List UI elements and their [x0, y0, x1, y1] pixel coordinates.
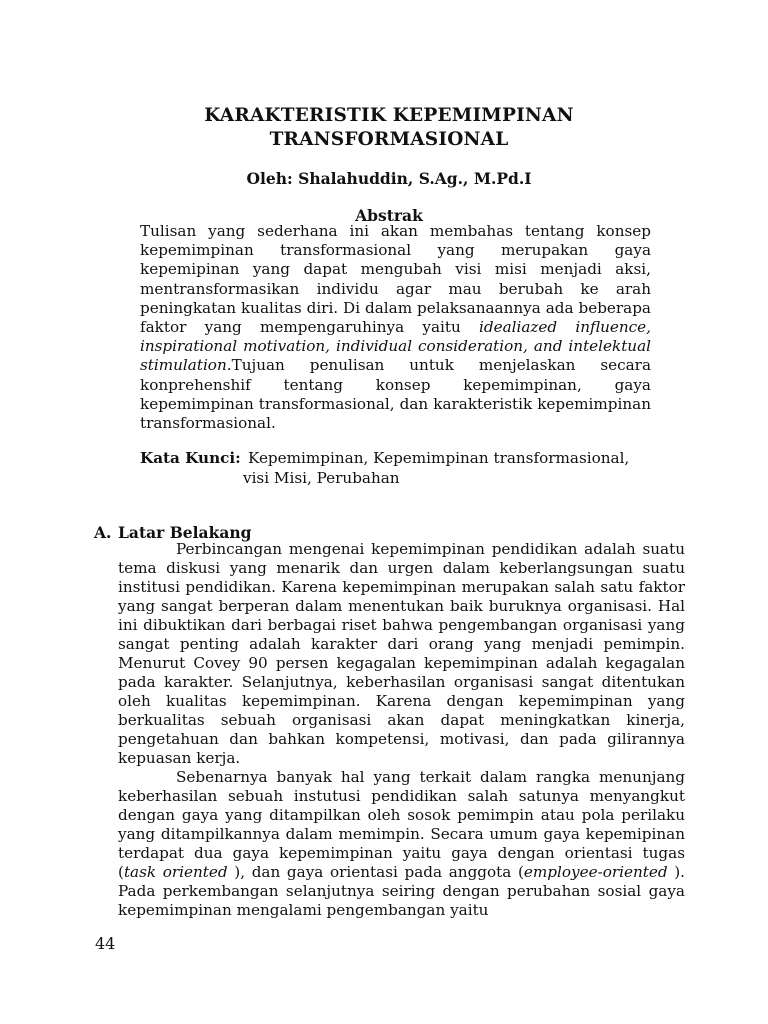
paper-title	[0, 104, 768, 152]
abstract-text	[140, 222, 651, 433]
keywords-line-1	[140, 449, 651, 469]
abstract-text-italic: idealiazed influence, inspirational motivation, individual consideration, and intelektual stimulation.	[140, 318, 651, 375]
title-line-1: KARAKTERISTIK KEPEMIMPINAN	[204, 105, 574, 126]
keywords-label: Kata Kunci:	[140, 449, 241, 467]
keywords-value-1: Kepemimpinan, Kepemimpinan transformasional,	[248, 449, 630, 467]
p2-italic-employee-oriented: employee-oriented	[523, 863, 668, 881]
p2-part1: Sebenarnya banyak hal yang terkait dalam rangka menunjang keberhasilan sebuah instutusi pendidikan salah satunya menyangkut dengan gaya yang ditampilkan oleh sosok pemimpin atau pola perilaku yang ditampilkannya dalam memimpin. Secara umum gaya kepemipinan terdapat dua gaya kepemimpinan yaitu gaya dengan orientasi tugas (	[118, 768, 685, 881]
abstract-heading: Abstrak	[355, 206, 423, 225]
p2-italic-task-oriented: task oriented	[123, 863, 228, 881]
p2-part3: ). Pada perkembangan selanjutnya seiring dengan perubahan sosial gaya kepemimpinan mengalami pengembangan yaitu	[118, 863, 685, 919]
abstract-text-part1: Tulisan yang sederhana ini akan membahas tentang konsep kepemimpinan transformasional yang merupakan gaya kepemipinan yang dapat mengubah visi misi menjadi aksi, mentransformasikan individu agar mau berubah ke arah peningkatan kualitas diri. Di dalam pelaksanaannya ada beberapa faktor yang mempengaruhinya yaitu	[140, 222, 651, 337]
section-title: Latar Belakang	[118, 523, 252, 542]
keywords-block	[140, 449, 651, 488]
abstract-text-part2: Tujuan penulisan untuk menjelaskan secara konprehenshif tentang konsep kepemimpinan, gaya kepemimpinan transformasional, dan karakteristik kepemimpinan transformasional.	[140, 356, 651, 433]
keywords-value-2: visi Misi, Perubahan	[243, 468, 400, 487]
body-paragraph-1: Perbincangan mengenai kepemimpinan pendidikan adalah suatu tema diskusi yang menarik dan urgen dalam keberlangsungan suatu institusi pendidikan. Karena kepemimpinan merupakan salah satu faktor yang sangat berperan dalam menentukan baik buruknya organisasi. Hal ini dibuktikan dari berbagai riset bahwa pengembangan organisasi yang sangat penting adalah karakter dari orang yang menjadi pemimpin. Menurut Covey 90 persen kegagalan kepemimpinan adalah kegagalan pada karakter. Selanjutnya, keberhasilan organisasi sangat ditentukan oleh kualitas kepemimpinan. Karena dengan kepemimpinan yang berkualitas sebuah organisasi akan dapat meningkatkan kinerja, pengetahuan dan bahkan kompetensi, motivasi, dan pada gilirannya kepuasan kerja.	[118, 540, 685, 767]
p2-part2: ), dan gaya orientasi pada anggota (	[227, 863, 524, 881]
body-paragraph-2	[118, 768, 685, 920]
section-body	[118, 540, 685, 920]
page-number: 44	[95, 934, 116, 953]
section-letter: A.	[94, 523, 112, 542]
title-line-2: TRANSFORMASIONAL	[269, 129, 509, 150]
author-line: Oleh: Shalahuddin, S.Ag., M.Pd.I	[246, 169, 532, 188]
